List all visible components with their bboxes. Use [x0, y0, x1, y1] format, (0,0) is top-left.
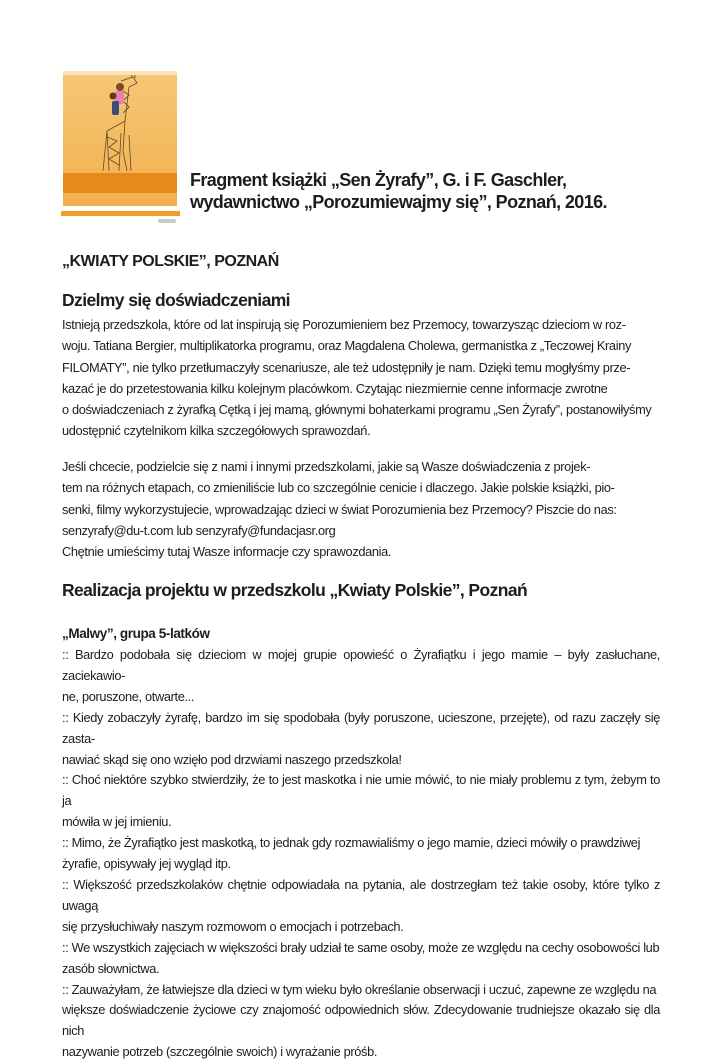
observations-list [62, 645, 660, 1063]
list-item: :: Zauważyłam, że łatwiejsze dla dzieci w tym wieku było określanie obserwacji i uczuć, zapewne ze względu na [62, 981, 657, 997]
book-title-line: Fragment książki „Sen Żyrafy”, G. i F. Gaschler, [190, 170, 567, 190]
list-item: większe doświadczenie życiowe czy znajomość odpowiednich słów. Zdecydowanie trudniejsze okazało się dla nich [62, 1002, 660, 1039]
list-item: :: Mimo, że Żyrafiątko jest maskotką, to jednak gdy rozmawialiśmy o jego mamie, dzieci mówiły o prawdziwej [62, 835, 641, 851]
cover-underline [61, 211, 180, 216]
list-item: ne, poruszone, otwarte... [62, 688, 195, 704]
book-title-line: wydawnictwo „Porozumiewajmy się”, Poznań, 2016. [190, 192, 607, 212]
book-cover-image [63, 71, 177, 206]
list-item: :: Kiedy zobaczyły żyrafę, bardzo im się spodobała (były poruszone, ucieszone, przejęte), od razu zaczęły się zasta- [62, 709, 660, 746]
list-item: :: Większość przedszkolaków chętnie odpowiadała na pytania, ale dostrzegłam też takie osoby, które tylko z uwagą [62, 876, 660, 913]
email-line[interactable]: senzyrafy@du-t.com lub senzyrafy@fundacjasr.org [62, 522, 336, 538]
text-line: kazać je do przetestowania kilku kolejnym placówkom. Czytając niezmiernie cenne informacje zwrotne [62, 380, 608, 396]
text-line: woju. Tatiana Bergier, multiplikatorka programu, oraz Magdalena Cholewa, germanistka z „Teczowej Krainy [62, 338, 632, 354]
list-item: zasób słownictwa. [62, 960, 160, 976]
text-line: Jeśli chcecie, podzielcie się z nami i innymi przedszkolami, jakie są Wasze doświadczenia z projek- [62, 459, 591, 474]
share-heading: Dzielmy się doświadczeniami [62, 290, 290, 310]
list-item: :: Bardzo podobała się dzieciom w mojej grupie opowieść o Żyrafiątku i jego mamie – były zasłuchane, zaciekawio- [62, 647, 660, 683]
text-line: o doświadczeniach z żyrafką Cętką i jej mamą, głównymi bohaterkami programu „Sen Żyrafy”, postanowiłyśmy [62, 402, 652, 418]
list-item: żyrafie, opisywały jej wygląd itp. [62, 856, 231, 872]
list-item: nawiać skąd się ono wzięło pod drzwiami naszego przedszkola! [62, 751, 402, 767]
book-reference-title [190, 169, 650, 213]
list-item: :: We wszystkich zajęciach w większości brały udział te same osoby, może ze względu na cechy osobowości lub [62, 939, 660, 955]
text-line: tem na różnych etapach, co zmieniliście lub co szczególnie cenicie i dlaczego. Jakie polskie książki, pio- [62, 480, 615, 496]
text-line: udostępnić czytelnikom kilka szczegółowych sprawozdań. [62, 423, 371, 439]
group-heading: „Malwy”, grupa 5-latków [62, 626, 210, 641]
list-item: nazywanie potrzeb (szczególnie swoich) i wyrażanie próśb. [62, 1044, 378, 1060]
share-paragraph-2 [62, 456, 660, 562]
publisher-logo [158, 219, 176, 223]
project-heading: Realizacja projektu w przedszkolu „Kwiaty Polskie”, Poznań [62, 580, 528, 600]
text-line: FILOMATY”, nie tylko przetłumaczyły scenariusze, ale też udostępniły je nam. Dzięki temu mogłyśmy prze- [62, 359, 631, 375]
list-item: mówiła w jej imieniu. [62, 814, 172, 830]
text-line: Chętnie umieścimy tutaj Wasze informacje czy sprawozdania. [62, 544, 392, 560]
list-item: się przysłuchiwały naszym rozmowom o emocjach i potrzebach. [62, 918, 404, 934]
section-heading: „KWIATY POLSKIE”, POZNAŃ [62, 253, 279, 270]
share-paragraph-1 [62, 314, 660, 442]
text-line: senki, filmy wykorzystujecie, wprowadzając dzieci w świat Porozumienia bez Przemocy? Piszcie do nas: [62, 501, 617, 517]
cover-title-band [63, 173, 177, 193]
text-line: Istnieją przedszkola, które od lat inspirują się Porozumieniem bez Przemocy, towarzysząc dzieciom w roz- [62, 317, 626, 332]
list-item: :: Choć niektóre szybko stwierdziły, że to jest maskotka i nie umie mówić, to nie miały problemu z tym, żebym to ja [62, 772, 660, 809]
